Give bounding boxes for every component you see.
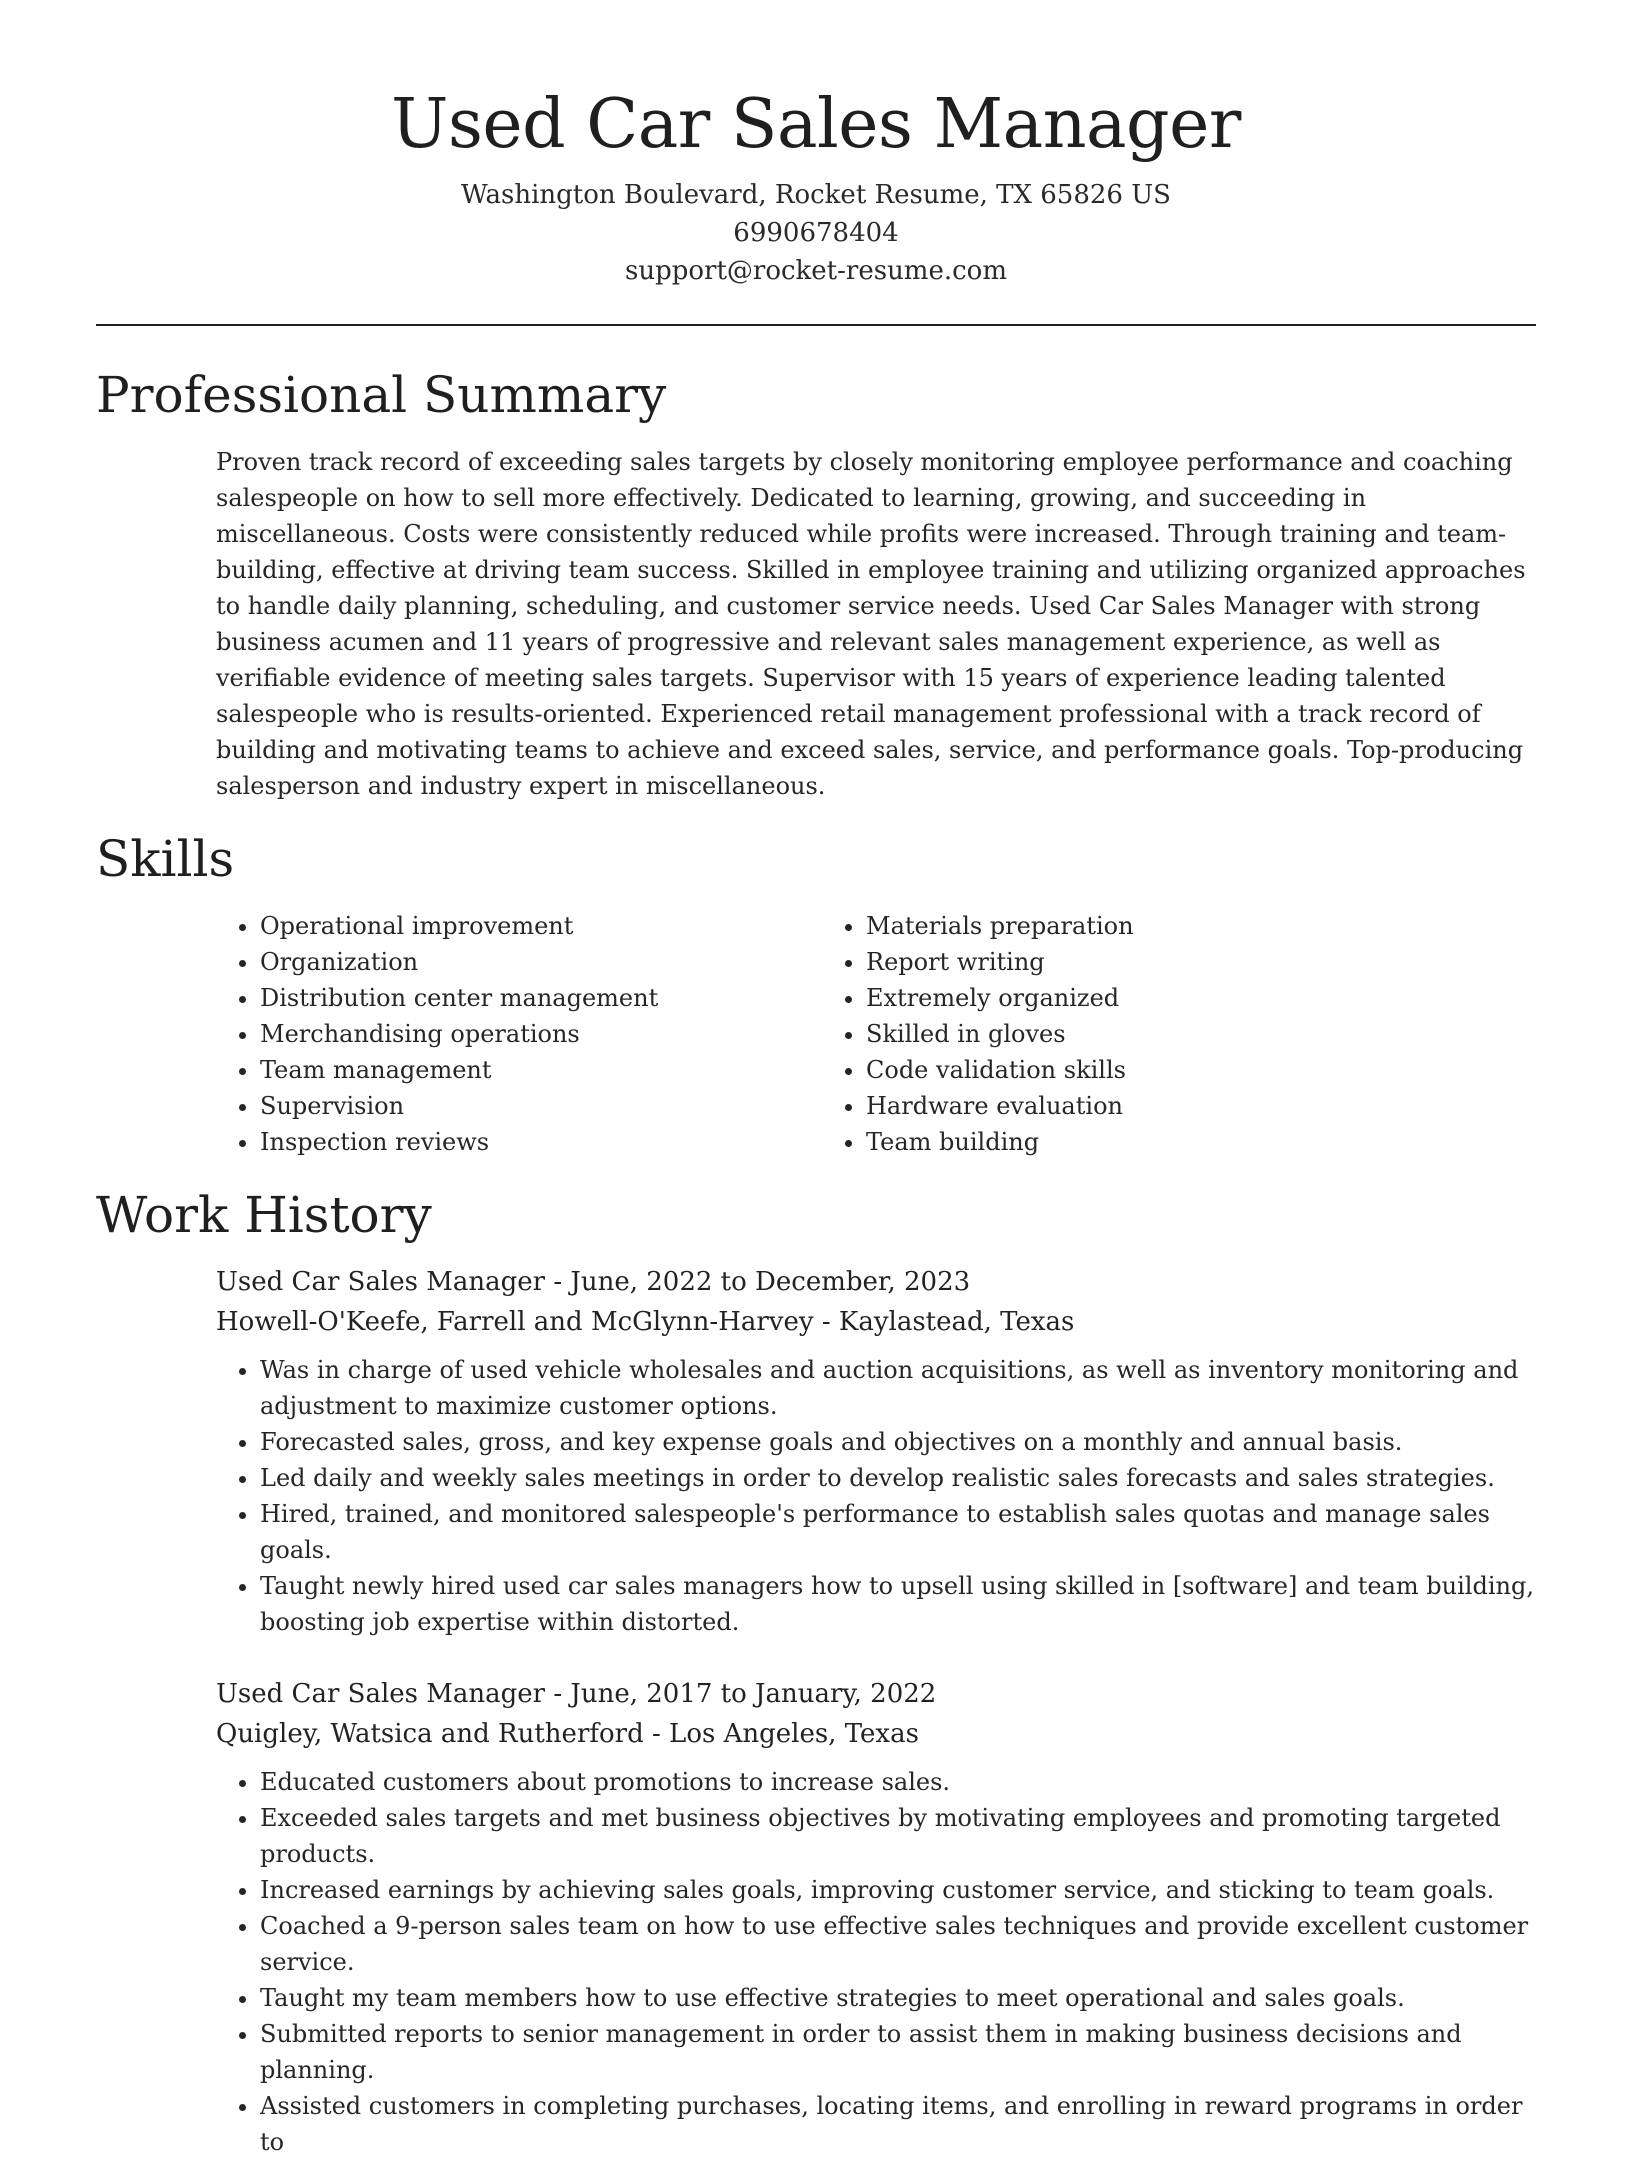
- job-company-line: Howell-O'Keefe, Farrell and McGlynn-Harvey - Kaylastead, Texas: [216, 1307, 1075, 1337]
- job-dates: June, 2022 to December, 2023: [570, 1267, 971, 1297]
- job-bullet: • Increased earnings by achieving sales goals, improving customer service, and sticking to team goals.: [260, 1872, 1536, 1908]
- job-bullets: [216, 1352, 1536, 1640]
- header-divider: [96, 324, 1536, 326]
- contact-address: Washington Boulevard, Rocket Resume, TX 65826 US: [461, 180, 1171, 210]
- job-entry: [216, 1262, 1536, 1640]
- job-bullet: • Taught newly hired used car sales managers how to upsell using skilled in [software] and team building, boosting job expertise within distorted.: [260, 1568, 1536, 1640]
- job-location: Kaylastead, Texas: [838, 1307, 1075, 1337]
- job-bullet: • Educated customers about promotions to increase sales.: [260, 1764, 1536, 1800]
- work-history-heading: Work History: [96, 1186, 432, 1244]
- job-bullet: • Exceeded sales targets and met business objectives by motivating employees and promoting targeted products.: [260, 1800, 1536, 1872]
- skill-item: • Team management: [260, 1052, 822, 1088]
- skill-item: • Merchandising operations: [260, 1016, 822, 1052]
- job-title: Used Car Sales Manager: [216, 1267, 546, 1297]
- job-company: Quigley, Watsica and Rutherford: [216, 1719, 644, 1749]
- skill-item: • Distribution center management: [260, 980, 822, 1016]
- resume-page: [96, 0, 1536, 2160]
- skill-item: • Report writing: [866, 944, 1428, 980]
- job-bullet: • Taught my team members how to use effective strategies to meet operational and sales goals.: [260, 1980, 1536, 2016]
- job-company: Howell-O'Keefe, Farrell and McGlynn-Harvey: [216, 1307, 814, 1337]
- skills-columns: [216, 908, 1536, 1160]
- summary-heading: Professional Summary: [96, 366, 667, 424]
- job-title: Used Car Sales Manager: [216, 1679, 546, 1709]
- skill-item: • Inspection reviews: [260, 1124, 822, 1160]
- skill-item: • Materials preparation: [866, 908, 1428, 944]
- job-company-line: Quigley, Watsica and Rutherford - Los Angeles, Texas: [216, 1719, 919, 1749]
- contact-email[interactable]: support@rocket-resume.com: [624, 256, 1007, 286]
- job-bullet: • Hired, trained, and monitored salespeople's performance to establish sales quotas and manage sales goals.: [260, 1496, 1536, 1568]
- skills-list-left: [216, 908, 822, 1160]
- job-bullet: • Submitted reports to senior management in order to assist them in making business decisions and planning.: [260, 2016, 1536, 2088]
- skills-list-right: [822, 908, 1428, 1160]
- job-location: Los Angeles, Texas: [669, 1719, 919, 1749]
- contact-block: [96, 176, 1536, 290]
- skill-item: • Team building: [866, 1124, 1428, 1160]
- skill-item: • Extremely organized: [866, 980, 1428, 1016]
- summary-text: Proven track record of exceeding sales targets by closely monitoring employee performance and coaching salespeople on how to sell more effectively. Dedicated to learning, growing, and succeeding in miscellaneous. Costs were consistently reduced while profits were increased. Through training and team-building, effective at driving team success. Skilled in employee training and utilizing organized approaches to handle daily planning, scheduling, and customer service needs. Used Car Sales Manager with strong business acumen and 11 years of progressive and relevant sales management experience, as well as verifiable evidence of meeting sales targets. Supervisor with 15 years of experience leading talented salespeople who is results-oriented. Experienced retail management professional with a track record of building and motivating teams to achieve and exceed sales, service, and performance goals. Top-producing salesperson and industry expert in miscellaneous.: [216, 448, 1526, 800]
- skills-heading: Skills: [96, 830, 235, 888]
- job-bullet: • Was in charge of used vehicle wholesales and auction acquisitions, as well as inventory monitoring and adjustment to maximize customer options.: [260, 1352, 1536, 1424]
- skill-item: • Operational improvement: [260, 908, 822, 944]
- job-bullet: • Assisted customers in completing purchases, locating items, and enrolling in reward programs in order to: [260, 2088, 1536, 2160]
- job-title-line: Used Car Sales Manager - June, 2022 to December, 2023: [216, 1267, 971, 1297]
- job-bullet: • Coached a 9-person sales team on how to use effective sales techniques and provide excellent customer service.: [260, 1908, 1536, 1980]
- job-bullets: [216, 1764, 1536, 2160]
- skill-item: • Supervision: [260, 1088, 822, 1124]
- job-entry: [216, 1674, 1536, 2160]
- job-title-line: Used Car Sales Manager - June, 2017 to January, 2022: [216, 1679, 937, 1709]
- job-dates: June, 2017 to January, 2022: [570, 1679, 937, 1709]
- skill-item: • Hardware evaluation: [866, 1088, 1428, 1124]
- resume-name: Used Car Sales Manager: [391, 85, 1241, 164]
- contact-phone: 6990678404: [733, 218, 899, 248]
- job-bullet: • Forecasted sales, gross, and key expense goals and objectives on a monthly and annual basis.: [260, 1424, 1536, 1460]
- skill-item: • Code validation skills: [866, 1052, 1428, 1088]
- skill-item: • Skilled in gloves: [866, 1016, 1428, 1052]
- skill-item: • Organization: [260, 944, 822, 980]
- job-bullet: • Led daily and weekly sales meetings in order to develop realistic sales forecasts and sales strategies.: [260, 1460, 1536, 1496]
